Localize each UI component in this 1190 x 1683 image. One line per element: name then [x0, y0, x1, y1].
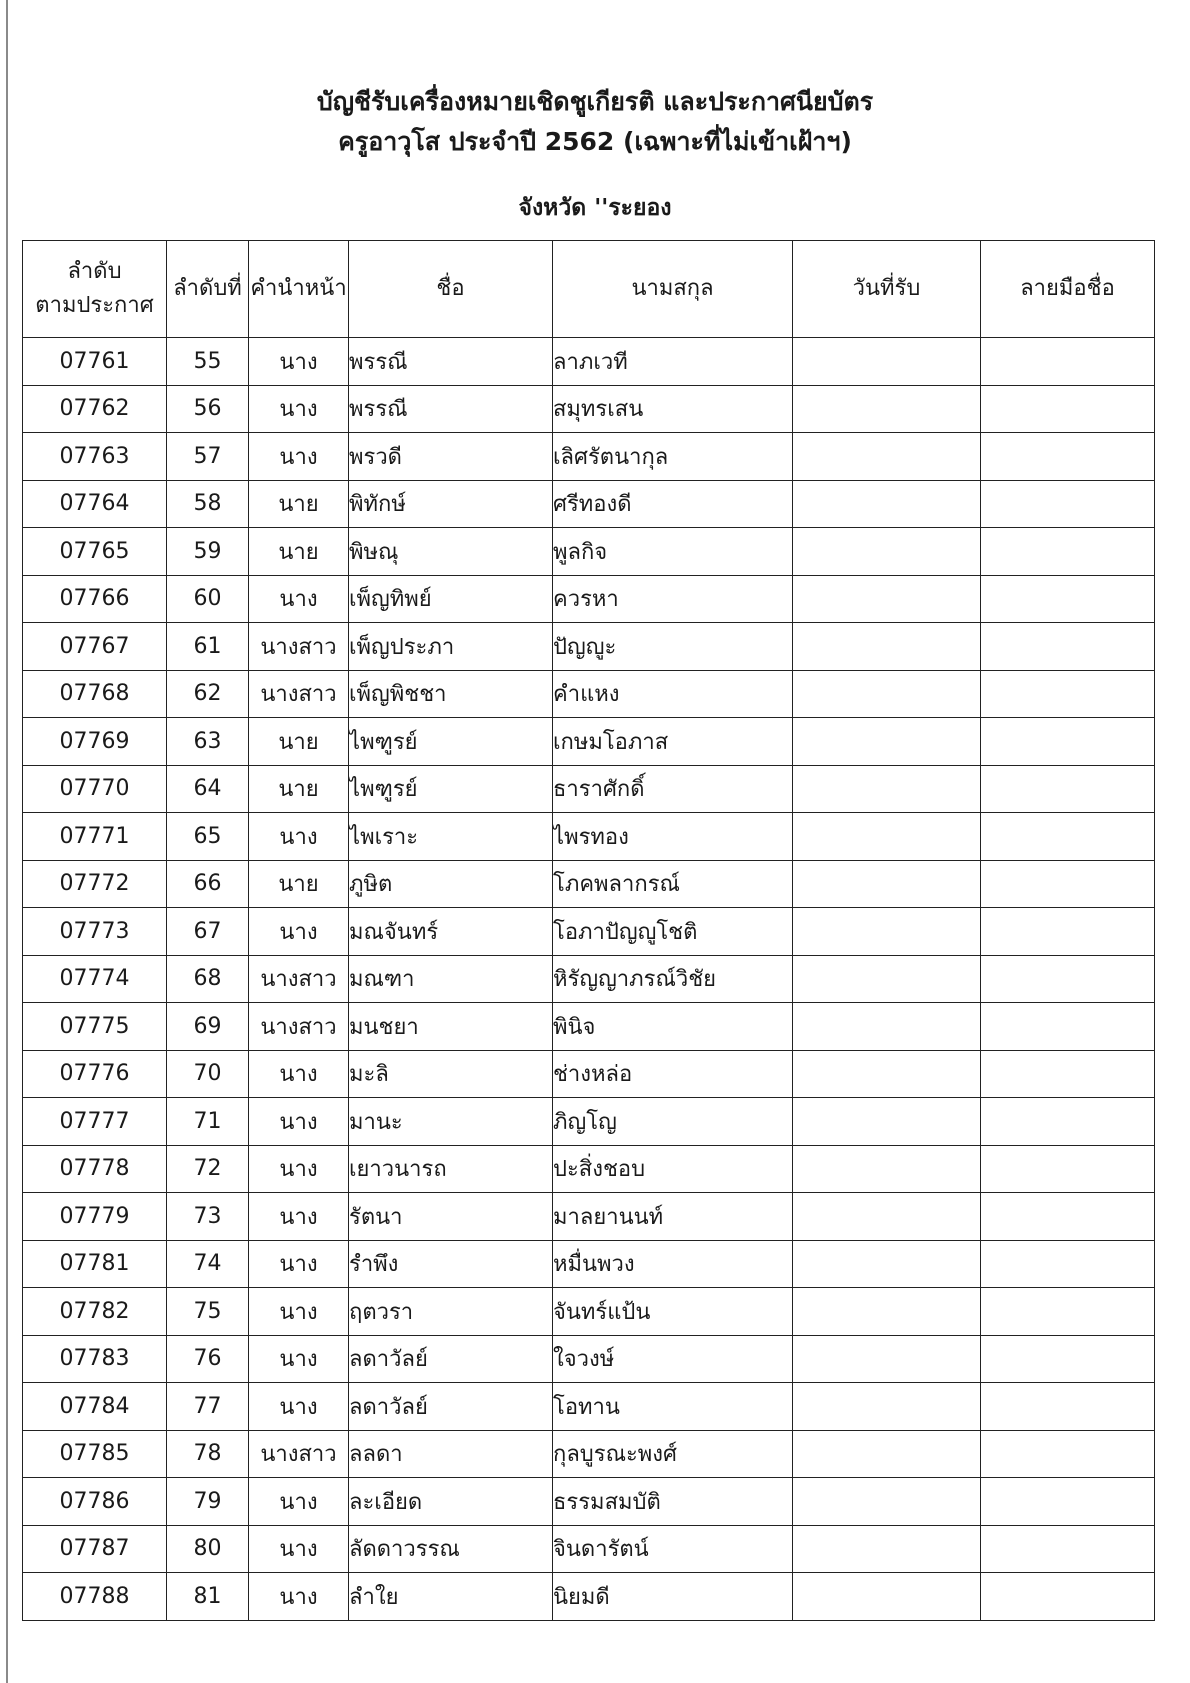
cell-order: 79 [167, 1478, 249, 1526]
table-row [23, 1383, 1155, 1431]
table-row [23, 1525, 1155, 1573]
cell-signature [981, 860, 1155, 908]
cell-date-received [793, 908, 981, 956]
cell-signature [981, 1383, 1155, 1431]
cell-last-name: จินดารัตน์ [553, 1525, 793, 1573]
cell-first-name: มนชยา [349, 1003, 553, 1051]
cell-prefix: นาย [249, 718, 349, 766]
cell-order: 81 [167, 1573, 249, 1621]
cell-last-name: หมื่นพวง [553, 1240, 793, 1288]
cell-signature [981, 1288, 1155, 1336]
table-row [23, 1050, 1155, 1098]
cell-announce-order: 07765 [23, 528, 167, 576]
cell-last-name: ช่างหล่อ [553, 1050, 793, 1098]
cell-prefix: นาง [249, 1193, 349, 1241]
table-row [23, 1430, 1155, 1478]
cell-last-name: หิรัญญาภรณ์วิชัย [553, 955, 793, 1003]
table-row [23, 385, 1155, 433]
header-announce-order-line1: ลำดับ [67, 259, 122, 284]
cell-first-name: พิทักษ์ [349, 480, 553, 528]
cell-first-name: รำพึง [349, 1240, 553, 1288]
cell-signature [981, 955, 1155, 1003]
cell-first-name: รัตนา [349, 1193, 553, 1241]
cell-announce-order: 07777 [23, 1098, 167, 1146]
cell-signature [981, 1193, 1155, 1241]
cell-signature [981, 670, 1155, 718]
cell-prefix: นางสาว [249, 670, 349, 718]
cell-last-name: ปะสิ่งชอบ [553, 1145, 793, 1193]
cell-first-name: มานะ [349, 1098, 553, 1146]
cell-date-received [793, 1335, 981, 1383]
cell-date-received [793, 1003, 981, 1051]
cell-signature [981, 1335, 1155, 1383]
cell-announce-order: 07774 [23, 955, 167, 1003]
cell-prefix: นาง [249, 813, 349, 861]
cell-announce-order: 07768 [23, 670, 167, 718]
cell-date-received [793, 1193, 981, 1241]
cell-first-name: ไพเราะ [349, 813, 553, 861]
cell-order: 56 [167, 385, 249, 433]
cell-announce-order: 07770 [23, 765, 167, 813]
cell-signature [981, 433, 1155, 481]
cell-prefix: นาย [249, 860, 349, 908]
table-row [23, 860, 1155, 908]
table-row [23, 338, 1155, 386]
cell-announce-order: 07775 [23, 1003, 167, 1051]
cell-prefix: นาง [249, 575, 349, 623]
cell-signature [981, 1240, 1155, 1288]
cell-last-name: จันทร์แป้น [553, 1288, 793, 1336]
cell-signature [981, 1478, 1155, 1526]
cell-date-received [793, 528, 981, 576]
cell-last-name: เกษมโอภาส [553, 718, 793, 766]
cell-first-name: ละเอียด [349, 1478, 553, 1526]
cell-last-name: คำแหง [553, 670, 793, 718]
cell-order: 68 [167, 955, 249, 1003]
cell-last-name: ใจวงษ์ [553, 1335, 793, 1383]
cell-prefix: นาง [249, 1288, 349, 1336]
cell-signature [981, 813, 1155, 861]
cell-last-name: โอภาปัญญูโชติ [553, 908, 793, 956]
cell-last-name: ปัญญูะ [553, 623, 793, 671]
cell-last-name: สมุทรเสน [553, 385, 793, 433]
cell-announce-order: 07771 [23, 813, 167, 861]
cell-announce-order: 07788 [23, 1573, 167, 1621]
cell-announce-order: 07778 [23, 1145, 167, 1193]
table-header-row [23, 241, 1155, 338]
cell-last-name: มาลยานนท์ [553, 1193, 793, 1241]
cell-announce-order: 07782 [23, 1288, 167, 1336]
table-row [23, 433, 1155, 481]
cell-signature [981, 1098, 1155, 1146]
cell-signature [981, 908, 1155, 956]
cell-prefix: นาย [249, 528, 349, 576]
table-row [23, 765, 1155, 813]
cell-signature [981, 1145, 1155, 1193]
cell-last-name: ธาราศักดิ์ [553, 765, 793, 813]
cell-date-received [793, 1430, 981, 1478]
cell-last-name: พินิจ [553, 1003, 793, 1051]
cell-prefix: นาย [249, 480, 349, 528]
cell-date-received [793, 1240, 981, 1288]
cell-order: 73 [167, 1193, 249, 1241]
header-announce-order [23, 241, 167, 338]
cell-signature [981, 1430, 1155, 1478]
cell-signature [981, 1573, 1155, 1621]
cell-announce-order: 07784 [23, 1383, 167, 1431]
cell-announce-order: 07769 [23, 718, 167, 766]
cell-date-received [793, 1145, 981, 1193]
cell-order: 69 [167, 1003, 249, 1051]
cell-first-name: ลำใย [349, 1573, 553, 1621]
cell-prefix: นางสาว [249, 1430, 349, 1478]
cell-first-name: ไพฑูรย์ [349, 765, 553, 813]
cell-order: 70 [167, 1050, 249, 1098]
cell-date-received [793, 623, 981, 671]
cell-date-received [793, 1050, 981, 1098]
cell-order: 57 [167, 433, 249, 481]
cell-date-received [793, 955, 981, 1003]
cell-announce-order: 07773 [23, 908, 167, 956]
cell-first-name: ภูษิต [349, 860, 553, 908]
cell-last-name: พูลกิจ [553, 528, 793, 576]
cell-prefix: นางสาว [249, 955, 349, 1003]
cell-prefix: นาง [249, 1098, 349, 1146]
cell-last-name: ควรหา [553, 575, 793, 623]
cell-announce-order: 07766 [23, 575, 167, 623]
cell-order: 78 [167, 1430, 249, 1478]
header-first-name: ชื่อ [349, 241, 553, 338]
cell-date-received [793, 1288, 981, 1336]
table-row [23, 1335, 1155, 1383]
table-row [23, 1573, 1155, 1621]
cell-prefix: นาง [249, 1145, 349, 1193]
cell-announce-order: 07786 [23, 1478, 167, 1526]
cell-last-name: โภคพลากรณ์ [553, 860, 793, 908]
cell-first-name: มณจันทร์ [349, 908, 553, 956]
cell-order: 75 [167, 1288, 249, 1336]
cell-date-received [793, 860, 981, 908]
cell-announce-order: 07772 [23, 860, 167, 908]
header-signature: ลายมือชื่อ [981, 241, 1155, 338]
cell-announce-order: 07785 [23, 1430, 167, 1478]
cell-order: 62 [167, 670, 249, 718]
cell-last-name: ศรีทองดี [553, 480, 793, 528]
cell-signature [981, 765, 1155, 813]
cell-first-name: ลดาวัลย์ [349, 1335, 553, 1383]
document-subtitle: ครูอาวุโส ประจำปี 2562 (เฉพาะที่ไม่เข้าเฝ้าฯ) [338, 127, 852, 156]
cell-signature [981, 385, 1155, 433]
cell-order: 80 [167, 1525, 249, 1573]
table-row [23, 670, 1155, 718]
cell-date-received [793, 338, 981, 386]
scan-edge-line [6, 0, 8, 1683]
cell-first-name: ลลดา [349, 1430, 553, 1478]
table-row [23, 480, 1155, 528]
cell-date-received [793, 1478, 981, 1526]
cell-prefix: นางสาว [249, 1003, 349, 1051]
table-row [23, 1240, 1155, 1288]
cell-first-name: ลดาวัลย์ [349, 1383, 553, 1431]
cell-prefix: นาง [249, 385, 349, 433]
cell-prefix: นาง [249, 338, 349, 386]
cell-first-name: เพ็ญทิพย์ [349, 575, 553, 623]
cell-signature [981, 575, 1155, 623]
cell-first-name: พิษณุ [349, 528, 553, 576]
cell-announce-order: 07783 [23, 1335, 167, 1383]
cell-date-received [793, 1525, 981, 1573]
cell-date-received [793, 765, 981, 813]
table-body [23, 338, 1155, 1621]
table-row [23, 1193, 1155, 1241]
cell-last-name: โอทาน [553, 1383, 793, 1431]
cell-date-received [793, 813, 981, 861]
cell-date-received [793, 718, 981, 766]
cell-announce-order: 07761 [23, 338, 167, 386]
cell-order: 71 [167, 1098, 249, 1146]
cell-first-name: พรวดี [349, 433, 553, 481]
cell-order: 67 [167, 908, 249, 956]
document-title: บัญชีรับเครื่องหมายเชิดชูเกียรติ และประกาศนียบัตร [316, 87, 874, 116]
cell-last-name: ไพรทอง [553, 813, 793, 861]
table-row [23, 528, 1155, 576]
cell-last-name: นิยมดี [553, 1573, 793, 1621]
table-row [23, 1003, 1155, 1051]
cell-date-received [793, 575, 981, 623]
cell-date-received [793, 385, 981, 433]
cell-order: 61 [167, 623, 249, 671]
table-row [23, 1478, 1155, 1526]
cell-order: 64 [167, 765, 249, 813]
cell-signature [981, 528, 1155, 576]
cell-order: 76 [167, 1335, 249, 1383]
cell-first-name: เยาวนารถ [349, 1145, 553, 1193]
cell-order: 74 [167, 1240, 249, 1288]
cell-order: 66 [167, 860, 249, 908]
cell-announce-order: 07763 [23, 433, 167, 481]
cell-announce-order: 07762 [23, 385, 167, 433]
table-row [23, 718, 1155, 766]
cell-date-received [793, 1098, 981, 1146]
cell-date-received [793, 1573, 981, 1621]
cell-announce-order: 07767 [23, 623, 167, 671]
cell-signature [981, 1525, 1155, 1573]
cell-first-name: มณฑา [349, 955, 553, 1003]
cell-prefix: นาง [249, 433, 349, 481]
recipient-table [22, 240, 1155, 1621]
cell-signature [981, 718, 1155, 766]
cell-prefix: นาง [249, 1383, 349, 1431]
cell-order: 72 [167, 1145, 249, 1193]
cell-last-name: ลาภเวที [553, 338, 793, 386]
cell-prefix: นาง [249, 1573, 349, 1621]
cell-last-name: ธรรมสมบัติ [553, 1478, 793, 1526]
header-order: ลำดับที่ [167, 241, 249, 338]
cell-date-received [793, 480, 981, 528]
cell-announce-order: 07776 [23, 1050, 167, 1098]
cell-order: 59 [167, 528, 249, 576]
cell-signature [981, 338, 1155, 386]
cell-first-name: เพ็ญประภา [349, 623, 553, 671]
table-row [23, 813, 1155, 861]
cell-prefix: นาง [249, 1240, 349, 1288]
cell-prefix: นาง [249, 1050, 349, 1098]
cell-prefix: นาง [249, 1478, 349, 1526]
cell-prefix: นาง [249, 908, 349, 956]
cell-signature [981, 1050, 1155, 1098]
cell-last-name: เลิศรัตนากุล [553, 433, 793, 481]
cell-signature [981, 623, 1155, 671]
table-row [23, 1288, 1155, 1336]
cell-first-name: ลัดดาวรรณ [349, 1525, 553, 1573]
cell-order: 65 [167, 813, 249, 861]
cell-first-name: พรรณี [349, 385, 553, 433]
province-heading: จังหวัด ''ระยอง [518, 195, 672, 221]
cell-first-name: มะลิ [349, 1050, 553, 1098]
cell-date-received [793, 1383, 981, 1431]
table-row [23, 955, 1155, 1003]
header-last-name: นามสกุล [553, 241, 793, 338]
cell-order: 58 [167, 480, 249, 528]
cell-order: 60 [167, 575, 249, 623]
cell-date-received [793, 433, 981, 481]
cell-announce-order: 07787 [23, 1525, 167, 1573]
cell-first-name: พรรณี [349, 338, 553, 386]
cell-prefix: นาง [249, 1335, 349, 1383]
header-announce-order-line2: ตามประกาศ [35, 293, 154, 318]
cell-order: 55 [167, 338, 249, 386]
cell-last-name: กุลบูรณะพงศ์ [553, 1430, 793, 1478]
cell-announce-order: 07764 [23, 480, 167, 528]
cell-prefix: นางสาว [249, 623, 349, 671]
cell-announce-order: 07779 [23, 1193, 167, 1241]
cell-date-received [793, 670, 981, 718]
cell-prefix: นาง [249, 1525, 349, 1573]
cell-first-name: ไพฑูรย์ [349, 718, 553, 766]
header-date-received: วันที่รับ [793, 241, 981, 338]
header-prefix: คำนำหน้า [249, 241, 349, 338]
table-row [23, 908, 1155, 956]
cell-last-name: ภิญโญ [553, 1098, 793, 1146]
cell-prefix: นาย [249, 765, 349, 813]
cell-first-name: เพ็ญพิชชา [349, 670, 553, 718]
cell-first-name: ฤตวรา [349, 1288, 553, 1336]
table-row [23, 1145, 1155, 1193]
cell-signature [981, 1003, 1155, 1051]
cell-signature [981, 480, 1155, 528]
cell-announce-order: 07781 [23, 1240, 167, 1288]
table-row [23, 1098, 1155, 1146]
cell-order: 63 [167, 718, 249, 766]
cell-order: 77 [167, 1383, 249, 1431]
table-row [23, 575, 1155, 623]
table-row [23, 623, 1155, 671]
